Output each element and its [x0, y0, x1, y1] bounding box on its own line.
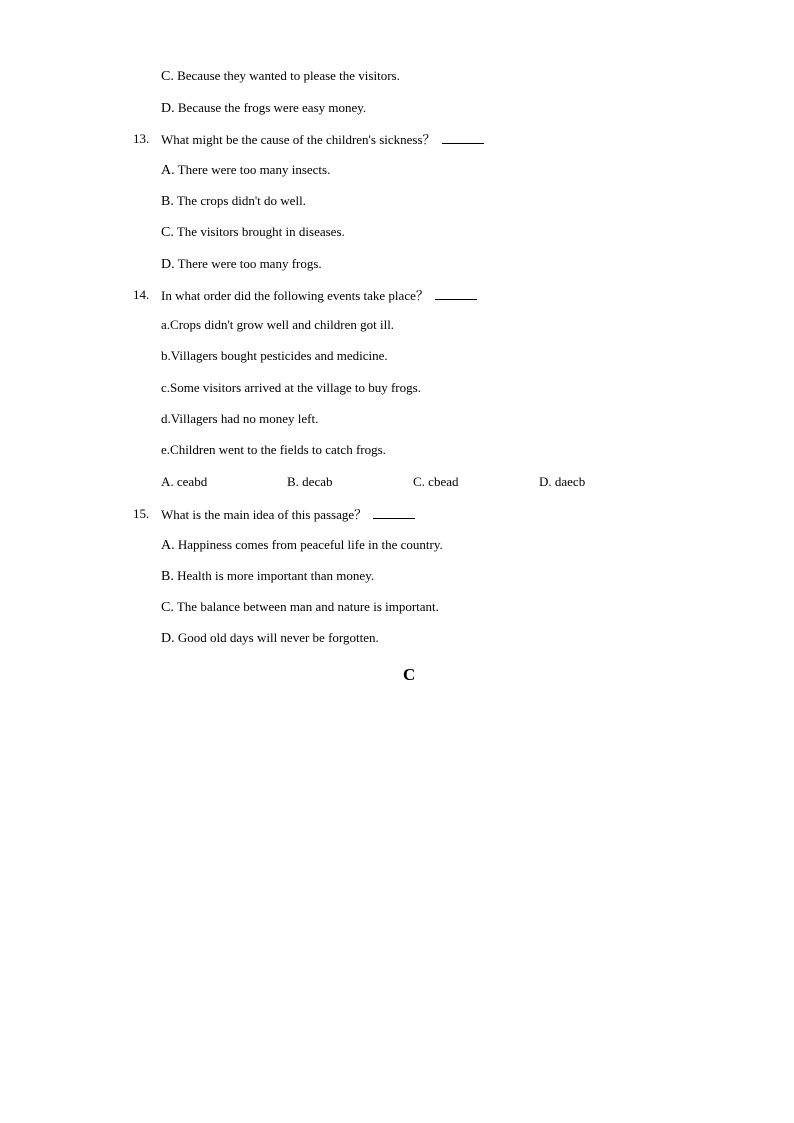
q14-option-a: [161, 474, 207, 490]
q15-question: [161, 506, 415, 524]
question-text: What might be the cause of the children's sickness: [161, 132, 423, 147]
q15-option-c: [161, 599, 439, 616]
option-letter: A.: [161, 538, 175, 553]
option-text: Because they wanted to please the visitors.: [177, 68, 400, 83]
question-mark: ？: [422, 133, 436, 148]
option-text: Good old days will never be forgotten.: [177, 630, 379, 645]
option-letter: C.: [413, 474, 425, 489]
option-text: There were too many frogs.: [177, 256, 322, 271]
q14-event-e: e.Children went to the fields to catch frogs.: [161, 442, 386, 457]
q15-number: 15.: [133, 506, 150, 521]
q15-option-b: [161, 568, 374, 585]
option-text: Happiness comes from peaceful life in the country.: [177, 537, 443, 552]
question-mark: ？: [415, 289, 429, 304]
q14-option-d: [539, 474, 585, 490]
q12-option-c: [161, 68, 400, 85]
q14-option-b: [287, 474, 332, 490]
option-letter: A.: [161, 163, 175, 178]
q15-option-d: [161, 630, 379, 647]
q13-option-a: [161, 162, 330, 179]
option-text: Health is more important than money.: [177, 568, 375, 583]
q14-number: 14.: [133, 287, 150, 302]
question-text: What is the main idea of this passage: [161, 507, 355, 522]
option-letter: D.: [161, 101, 175, 116]
question-text: In what order did the following events take place: [161, 288, 416, 303]
option-letter: B.: [287, 474, 299, 489]
option-text: cbead: [428, 474, 459, 489]
answer-blank[interactable]: [373, 506, 415, 519]
q14-option-c: [413, 474, 458, 490]
option-letter: C.: [161, 69, 174, 84]
question-mark: ？: [354, 508, 368, 523]
option-letter: D.: [161, 257, 175, 272]
q13-option-d: [161, 256, 322, 273]
option-letter: B.: [161, 569, 174, 584]
option-letter: C.: [161, 225, 174, 240]
q14-event-d: d.Villagers had no money left.: [161, 411, 319, 426]
option-text: The balance between man and nature is important.: [176, 599, 439, 614]
option-text: The visitors brought in diseases.: [176, 224, 345, 239]
option-letter: C.: [161, 600, 174, 615]
q13-option-b: [161, 193, 306, 210]
q14-event-b: b.Villagers bought pesticides and medicine.: [161, 348, 388, 363]
option-text: The crops didn't do well.: [176, 193, 306, 208]
q13-option-c: [161, 224, 345, 241]
q14-event-c: c.Some visitors arrived at the village to buy frogs.: [161, 380, 421, 395]
option-letter: D.: [539, 474, 552, 489]
option-text: ceabd: [176, 474, 208, 489]
option-letter: A.: [161, 474, 174, 489]
q13-question: [161, 131, 484, 149]
option-text: daecb: [554, 474, 586, 489]
q14-event-a: a.Crops didn't grow well and children got ill.: [161, 317, 395, 332]
q12-option-d: [161, 100, 366, 117]
option-letter: B.: [161, 194, 174, 209]
q14-question: [161, 287, 477, 305]
q13-number: 13.: [133, 131, 150, 146]
option-text: decab: [302, 474, 333, 489]
q15-option-a: [161, 537, 443, 554]
option-text: There were too many insects.: [177, 162, 331, 177]
option-text: Because the frogs were easy money.: [177, 100, 367, 115]
answer-blank[interactable]: [435, 287, 477, 300]
answer-blank[interactable]: [442, 131, 484, 144]
section-heading: C: [403, 665, 416, 684]
option-letter: D.: [161, 631, 175, 646]
